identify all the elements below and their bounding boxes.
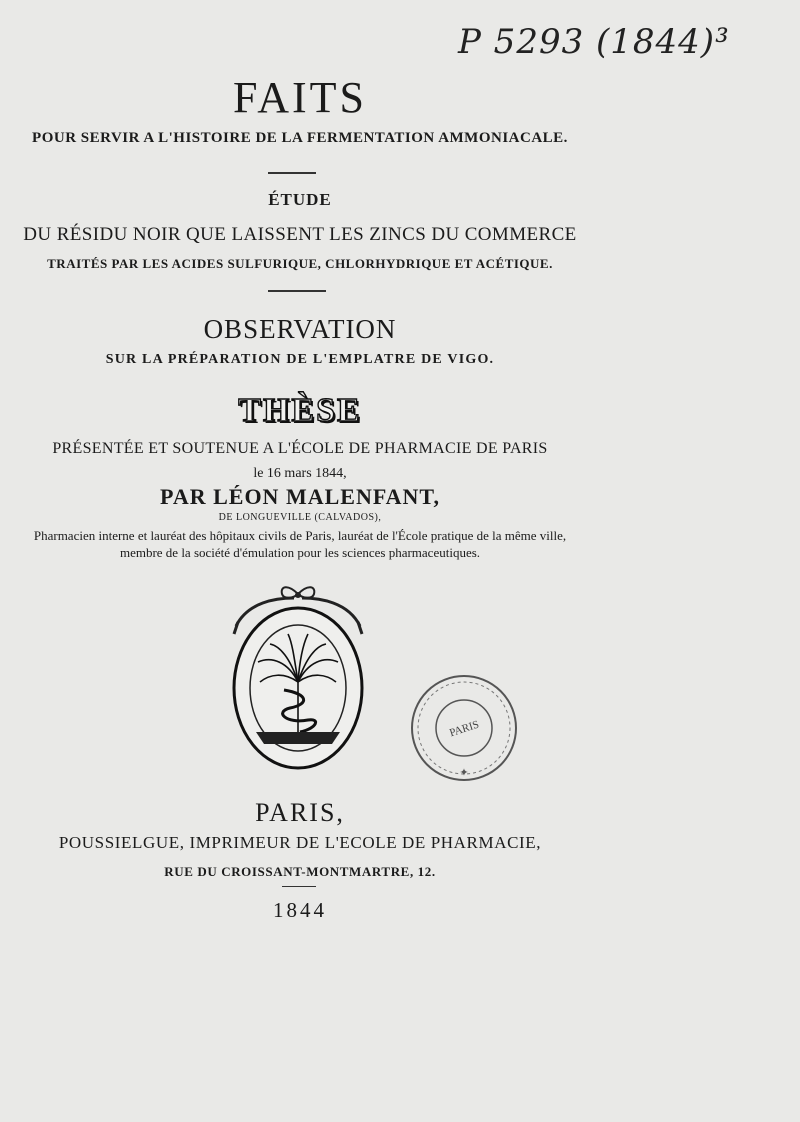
divider <box>268 172 316 174</box>
author-name: PAR LÉON MALENFANT, <box>160 484 440 509</box>
etude-line-2: TRAITÉS PAR LES ACIDES SULFURIQUE, CHLORHYDRIQUE ET ACÉTIQUE. <box>47 256 553 271</box>
divider <box>282 886 316 887</box>
pharmacy-seal-emblem <box>228 582 368 774</box>
author-credentials-1: Pharmacien interne et lauréat des hôpitaux civils de Paris, lauréat de l'École pratique de la même ville, <box>33 528 567 543</box>
handwritten-shelfmark: P 5293 (1844)³ <box>458 22 730 62</box>
imprint-year: 1844 <box>273 898 327 922</box>
divider <box>268 290 326 292</box>
etude-heading: ÉTUDE <box>268 190 332 209</box>
svg-text:✦: ✦ <box>459 767 469 779</box>
library-stamp <box>408 672 520 784</box>
imprint-printer: POUSSIELGUE, IMPRIMEUR DE L'ECOLE DE PHARMACIE, <box>58 833 542 852</box>
etude-line-1: DU RÉSIDU NOIR QUE LAISSENT LES ZINCS DU COMMERCE <box>23 224 577 245</box>
imprint-city: PARIS, <box>255 798 345 827</box>
main-title: FAITS <box>233 73 367 122</box>
author-credentials-2: membre de la société d'émulation pour les sciences pharmaceutiques. <box>119 545 481 560</box>
svg-text:PARIS: PARIS <box>448 718 481 740</box>
observation-heading: OBSERVATION <box>203 314 397 344</box>
observation-line: SUR LA PRÉPARATION DE L'EMPLATRE DE VIGO. <box>105 352 495 367</box>
these-date: le 16 mars 1844, <box>253 466 347 481</box>
these-heading: THÈSE <box>238 392 362 429</box>
title-subtitle: POUR SERVIR A L'HISTOIRE DE LA FERMENTATION AMMONIACALE. <box>32 130 568 146</box>
author-origin: DE LONGUEVILLE (CALVADOS), <box>218 512 382 523</box>
imprint-address: RUE DU CROISSANT-MONTMARTRE, 12. <box>164 864 436 879</box>
these-presented: PRÉSENTÉE ET SOUTENUE A L'ÉCOLE DE PHARMACIE DE PARIS <box>52 440 548 457</box>
